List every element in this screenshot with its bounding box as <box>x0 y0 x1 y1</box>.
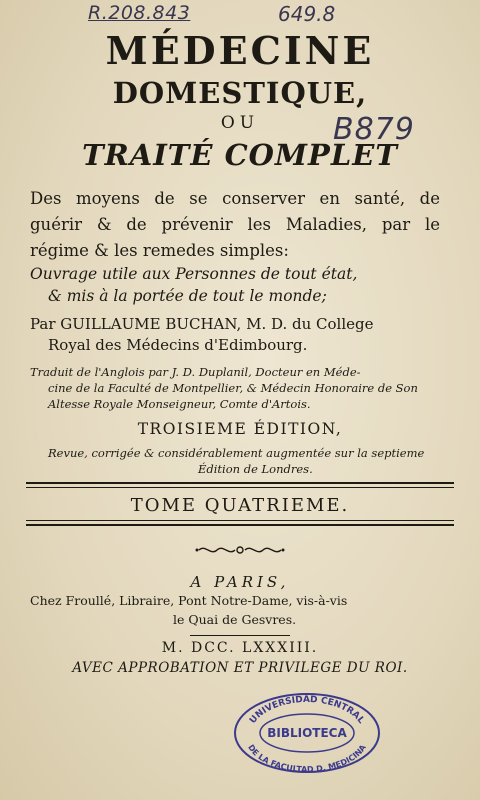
imprint-city: A PARIS, <box>190 573 290 591</box>
rule-bottom-thin <box>26 520 454 521</box>
handwritten-volume-mark: 649.8 <box>278 2 336 26</box>
rule-bottom-thick <box>26 524 454 526</box>
author-line-2: Royal des Médecins d'Edimbourg. <box>48 336 308 354</box>
description-line-1: Des moyens de se conserver en santé, de <box>30 189 440 208</box>
edition-label: TROISIEME ÉDITION, <box>137 420 343 438</box>
imprint-publisher: Chez Froullé, Libraire, Pont Notre-Dame, vis-à-vis <box>30 593 348 608</box>
description-line-3: régime & les remedes simples: <box>30 241 289 260</box>
rule-top-thick <box>26 482 454 484</box>
volume-label: TOME QUATRIEME. <box>130 495 350 516</box>
royal-privilege: AVEC APPROBATION ET PRIVILEGE DU ROI. <box>72 660 408 676</box>
description-line-2: guérir & de prévenir les Maladies, par le <box>30 215 440 234</box>
title-line-1: MÉDECINE <box>105 28 375 73</box>
rule-top-thin <box>26 487 454 488</box>
fleuron-ornament <box>195 543 285 557</box>
title-line-3: OU <box>220 113 260 133</box>
handwritten-shelf-mark: B879 <box>333 112 415 147</box>
author-line-1: Par GUILLAUME BUCHAN, M. D. du College <box>30 315 374 333</box>
handwritten-call-number: R.208.843 <box>88 2 191 24</box>
translator-line-1: Traduit de l'Anglois par J. D. Duplanil, Docteur en Méde- <box>30 365 361 379</box>
library-stamp <box>232 692 382 774</box>
translator-line-3: Altesse Royale Monseigneur, Comte d'Artois. <box>48 397 311 411</box>
edition-note-line-2: Édition de Londres. <box>198 462 313 476</box>
ouvrage-line-2: & mis à la portée de tout le monde; <box>48 287 327 305</box>
imprint-address: le Quai de Gesvres. <box>173 612 297 627</box>
translator-line-2: cine de la Faculté de Montpellier, & Médecin Honoraire de Son <box>48 381 418 395</box>
stamp-center-text: BIBLIOTECA <box>267 726 347 740</box>
title-line-4: TRAITÉ COMPLET <box>82 138 398 172</box>
title-line-2: DOMESTIQUE, <box>112 76 368 110</box>
imprint-rule <box>190 635 290 636</box>
edition-note-line-1: Revue, corrigée & considérablement augmentée sur la septieme <box>48 446 425 460</box>
stamp-top-text: UNIVERSIDAD CENTRAL <box>248 694 366 726</box>
ouvrage-line-1: Ouvrage utile aux Personnes de tout état, <box>30 265 358 283</box>
stamp-bottom-text: DE LA FACULTAD D. MEDICINA <box>246 743 368 774</box>
imprint-date: M. DCC. LXXXIII. <box>161 640 319 656</box>
